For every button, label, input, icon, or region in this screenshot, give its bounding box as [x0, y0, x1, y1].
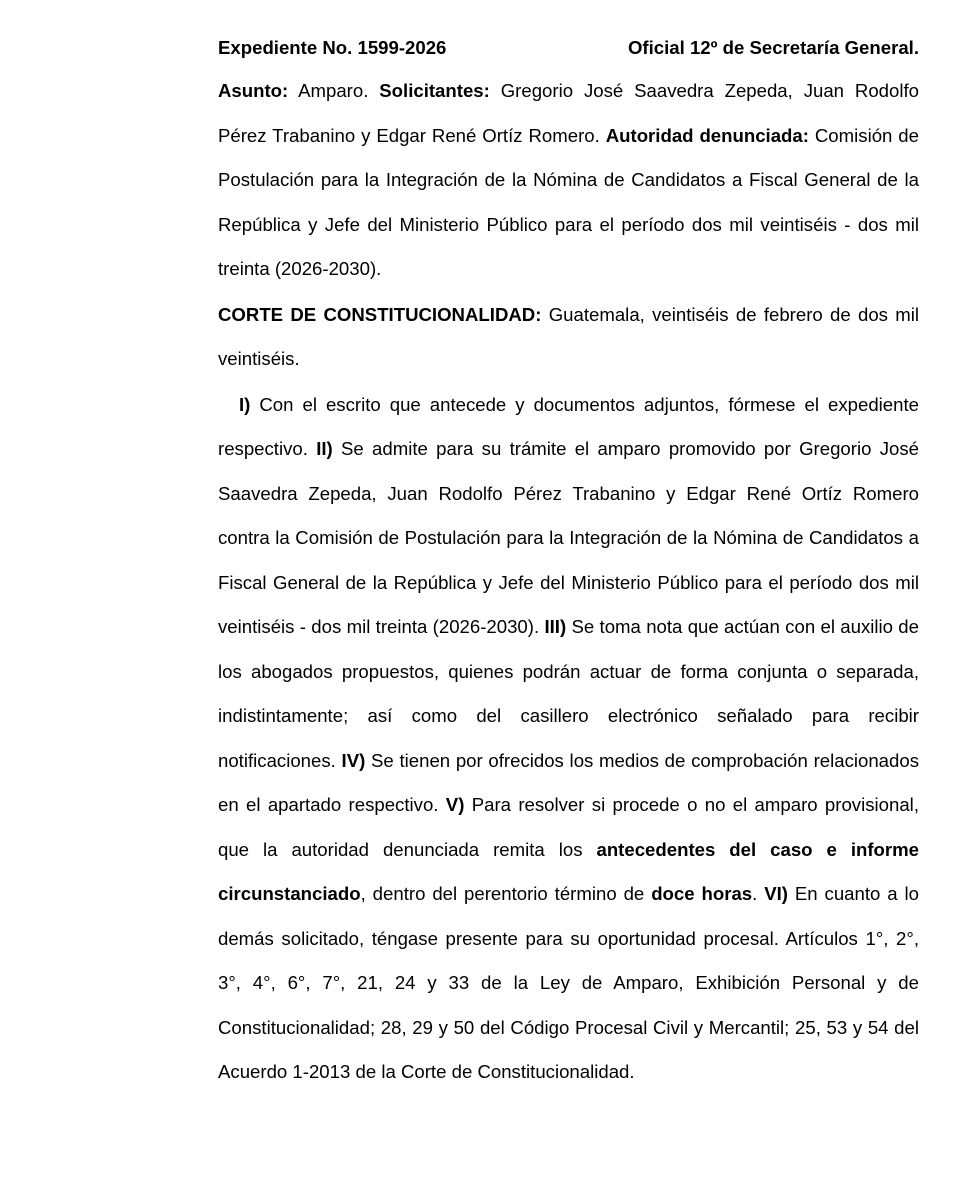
- text-v-doce-horas: doce horas: [651, 883, 753, 904]
- asunto-value: Amparo.: [288, 80, 380, 101]
- resolucion-paragraph: [218, 383, 919, 1095]
- text-i: Con el escrito que antecede y documentos adjuntos, fórmese el expediente respectivo.: [218, 393, 919, 459]
- numeral-ii: II): [316, 438, 333, 459]
- autoridad-value: Comisión de Postulación para la Integración de la Nómina de Candidatos a Fiscal General de la República y Jefe del Ministerio Público para el período dos mil veintiséis - dos mil treinta (2026-2030).: [218, 124, 919, 279]
- text-iv: Se tienen por ofrecidos los medios de comprobación relacionados en el apartado respectivo.: [218, 749, 919, 815]
- corte-paragraph: [218, 293, 919, 382]
- text-v-a: Para resolver si procede o no el amparo provisional, que la autoridad denunciada remita los: [218, 794, 919, 860]
- text-v-c: , dentro del perentorio término de: [360, 883, 652, 904]
- numeral-i: I): [239, 393, 251, 415]
- text-ii: Se admite para su trámite el amparo promovido por Gregorio José Saavedra Zepeda, Juan Rodolfo Pérez Trabanino y Edgar René Ortíz Romero contra la Comisión de Postulación para la Integración de la Nómina de Candidatos a Fiscal General de la República y Jefe del Ministerio Público para el período dos mil veintiséis - dos mil treinta (2026-2030).: [218, 438, 919, 637]
- solicitantes-label: Solicitantes:: [379, 80, 490, 101]
- corte-label: CORTE DE CONSTITUCIONALIDAD:: [218, 303, 542, 325]
- solicitantes-value: Gregorio José Saavedra Zepeda, Juan Rodolfo Pérez Trabanino y Edgar René Ortíz Romero.: [218, 80, 919, 146]
- text-v-e: .: [752, 883, 765, 904]
- text-iii: Se toma nota que actúan con el auxilio de los abogados propuestos, quienes podrán actuar de forma conjunta o separada, indistintamente; así como del casillero electrónico señalado para recibir notificaciones.: [218, 616, 919, 771]
- expediente-number: Expediente No. 1599-2026: [218, 37, 447, 58]
- autoridad-label: Autoridad denunciada:: [605, 124, 809, 146]
- oficial-secretaria: Oficial 12º de Secretaría General.: [627, 37, 919, 58]
- document-page: [218, 28, 919, 1095]
- numeral-iii: III): [544, 616, 567, 637]
- asunto-paragraph: [218, 69, 919, 292]
- text-v-antecedentes: antecedentes del caso e informe circunstanciado: [218, 838, 920, 904]
- numeral-iv: IV): [341, 749, 366, 771]
- fecha-text: Guatemala, veintiséis de febrero de dos mil veintiséis.: [218, 303, 919, 369]
- document-header: [218, 28, 919, 68]
- text-vi: En cuanto a lo demás solicitado, téngase presente para su oportunidad procesal. Artículos 1°, 2°, 3°, 4°, 6°, 7°, 21, 24 y 33 de la Ley de Amparo, Exhibición Personal y de Constitucionalidad; 28, 29 y 50 del Código Procesal Civil y Mercantil; 25, 53 y 54 del Acuerdo 1-2013 de la Corte de Constitucionalidad.: [218, 883, 920, 1082]
- asunto-label: Asunto:: [218, 80, 289, 101]
- numeral-vi: VI): [764, 883, 788, 904]
- numeral-v: V): [445, 794, 465, 815]
